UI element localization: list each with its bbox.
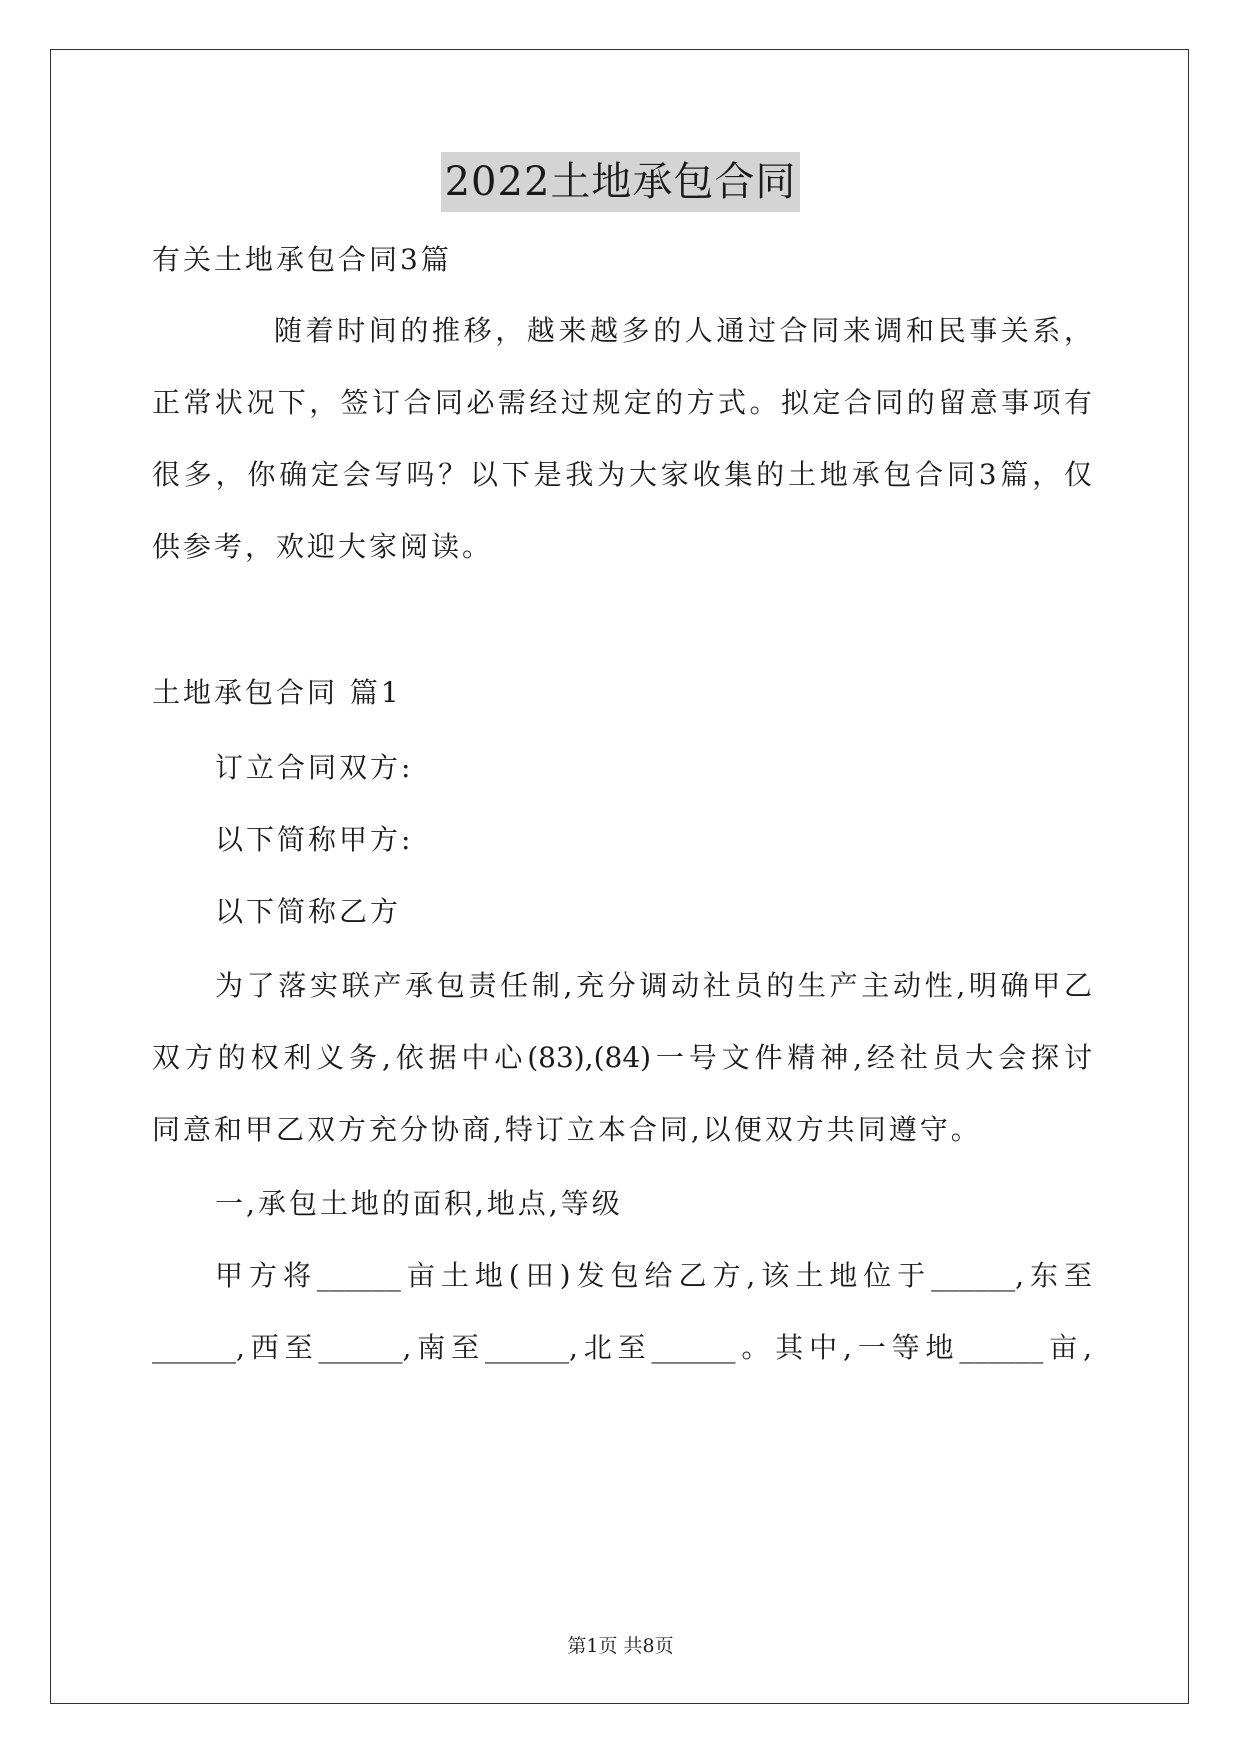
document-title: 2022土地承包合同: [441, 152, 801, 212]
parties-line-2: 以下简称甲方:: [215, 823, 414, 856]
clause-1-heading: 一,承包土地的面积,地点,等级: [215, 1187, 623, 1220]
page-number-footer: 第1页 共8页: [567, 1635, 674, 1657]
preamble-line-2: 双方的权利义务,依据中心(83),(84)一号文件精神,经社员大会探讨: [152, 1041, 1092, 1074]
title-container: [0, 152, 1241, 212]
clause-1-line-2: ______,西至______,南至______,北至______。其中,一等地______亩,: [152, 1331, 1092, 1364]
intro-line-3: 很多，你确定会写吗？以下是我为大家收集的土地承包合同3篇，仅: [152, 458, 1092, 491]
page-border: [50, 49, 1189, 1704]
clause-1-line-1: 甲方将______亩土地(田)发包给乙方,该土地位于______,东至: [215, 1259, 1092, 1292]
preamble-line-1: 为了落实联产承包责任制,充分调动社员的生产主动性,明确甲乙: [215, 969, 1092, 1002]
intro-line-1: 随着时间的推移，越来越多的人通过合同来调和民事关系，: [274, 314, 1092, 347]
intro-line-4: 供参考，欢迎大家阅读。: [152, 530, 494, 563]
document-subtitle: 有关土地承包合同3篇: [152, 243, 452, 276]
preamble-line-3: 同意和甲乙双方充分协商,特订立本合同,以便双方共同遵守。: [152, 1113, 982, 1146]
intro-line-2: 正常状况下，签订合同必需经过规定的方式。拟定合同的留意事项有: [152, 386, 1092, 419]
parties-line-1: 订立合同双方:: [215, 751, 414, 784]
section-heading: 土地承包合同 篇1: [152, 676, 402, 709]
parties-line-3: 以下简称乙方: [215, 895, 402, 928]
